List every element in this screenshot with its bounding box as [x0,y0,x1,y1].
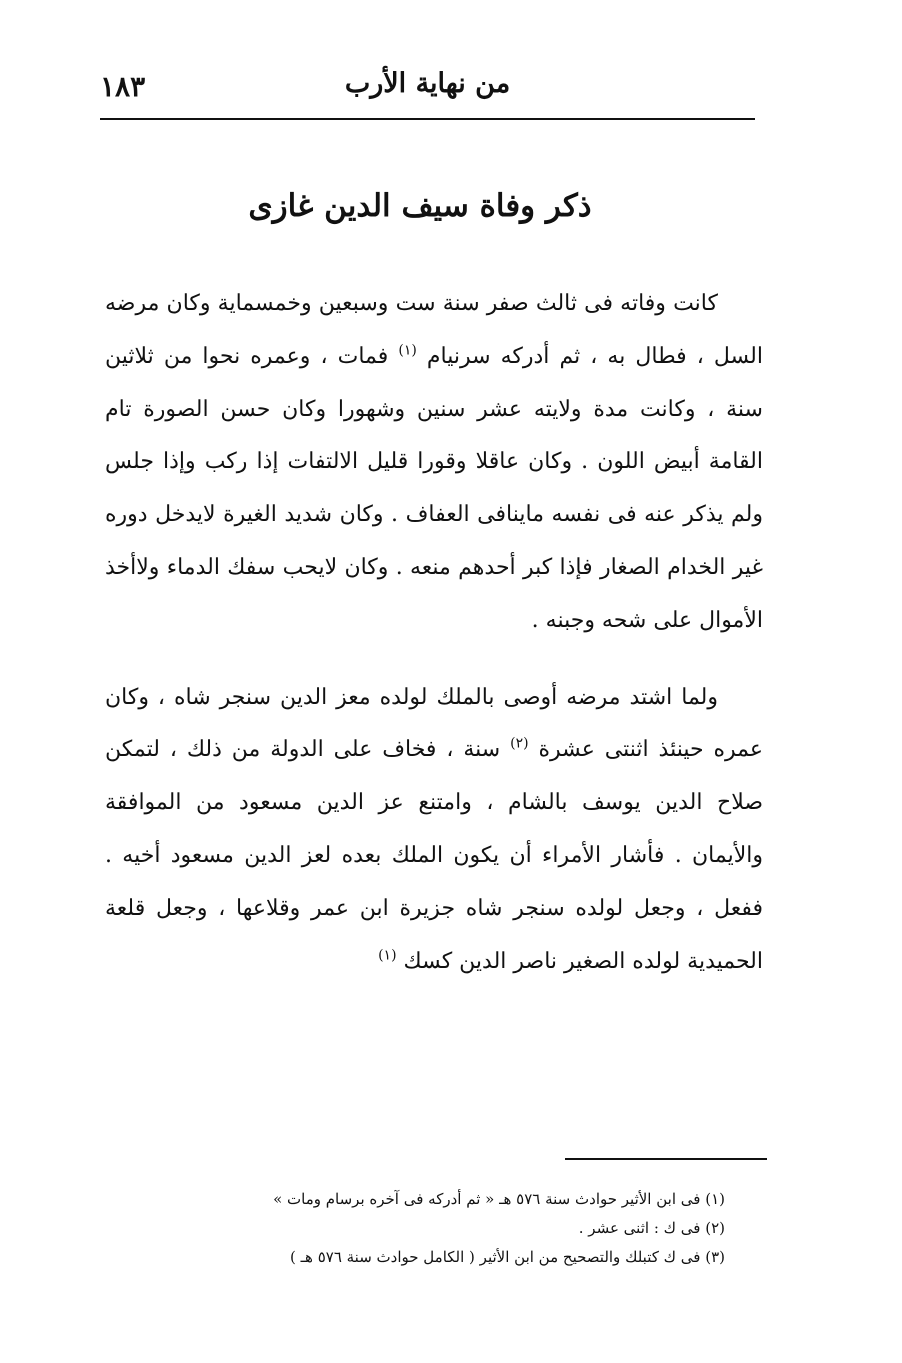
footnote-3: (٣) فى ك كتبلك والتصحيح من ابن الأثير ( الكامل حوادث سنة ٥٧٦ هـ ) [290,1248,725,1266]
footnote-2: (٢) فى ك : اثنى عشر . [578,1219,725,1237]
footnote-1: (١) فى ابن الأثير حوادث سنة ٥٧٦ هـ « ثم أدركه فى آخره برسام ومات » [273,1190,725,1208]
chapter-title: ذكر وفاة سيف الدين غازى [248,188,592,224]
page-number: ١٨٣ [100,70,146,103]
footnote-ref: (١) [398,342,417,359]
paragraph-text: فمات ، وعمره نحوا من ثلاثين سنة ، وكانت مدة ولايته عشر سنين وشهورا وكان حسن الصورة تام القامة أبيض اللون . وكان عاقلا وقورا قليل الالتفات إذا ركب وإذا جلس ولم يذكر عنه فى نفسه ماينافى العفاف . وكان شديد الغيرة لايدخل دوره غير الخدام الصغار فإذا كبر أحدهم منعه . وكان لايحب سفك الدماء ولاأخذ الأموال على شحه وجبنه . [105,343,763,633]
paragraph-text: كانت وفاته فى ثالث صفر سنة ست وسبعين وخمسماية وكان مرضه السل ، فطال به ، ثم أدركه سرنيام [105,291,763,369]
running-header [100,68,755,108]
running-title: من نهاية الأرب [344,68,511,99]
paragraph-text: ولما اشتد مرضه أوصى بالملك لولده معز الدين سنجر شاه ، وكان عمره حينئذ اثنتى عشرة [105,684,764,763]
footnote-ref: (١) [378,947,397,964]
footnote-ref: (٢) [510,736,529,753]
header-rule [100,118,755,120]
footnote-rule [565,1158,767,1160]
paragraph-2 [105,672,763,989]
body-text [105,278,763,988]
footnotes [120,1185,725,1272]
paragraph-1 [105,278,763,648]
paragraph-text: سنة ، فخاف على الدولة من ذلك ، لتمكن صلاح الدين يوسف بالشام ، وامتنع عز الدين مسعود من الموافقة والأيمان . فأشار الأمراء أن يكون الملك بعده لعز الدين مسعود أخيه . ففعل ، وجعل لولده سنجر شاه جزيرة ابن عمر وقلاعها ، وجعل قلعة الحميدية لولده الصغير ناصر الدين كسك [105,737,763,974]
